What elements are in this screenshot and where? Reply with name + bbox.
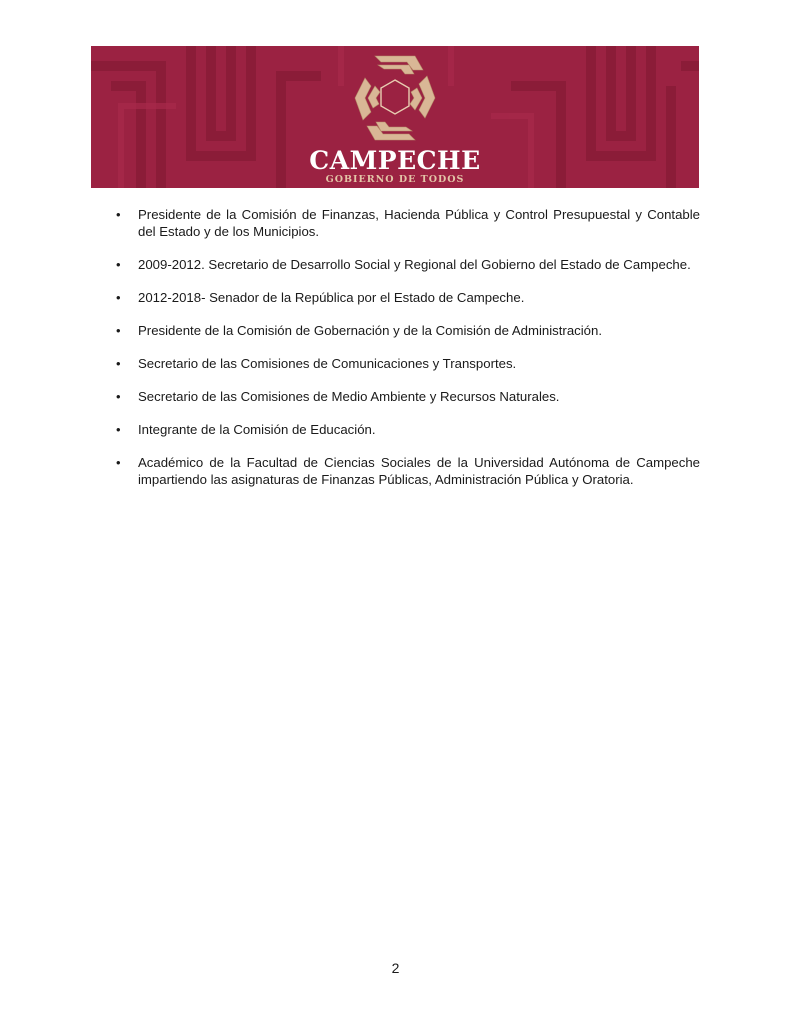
career-bullet-list [116,206,700,504]
list-item-text: 2009-2012. Secretario de Desarrollo Social y Regional del Gobierno del Estado de Campeche. [138,257,691,272]
list-item-text: Secretario de las Comisiones de Comunicaciones y Transportes. [138,356,517,371]
list-item-text: Secretario de las Comisiones de Medio Ambiente y Recursos Naturales. [138,389,560,404]
brand-subtitle: GOBIERNO DE TODOS [325,174,465,185]
bullet-dot-icon: • [116,389,121,404]
list-item [116,256,700,273]
list-item [116,355,700,372]
bullet-dot-icon: • [116,290,121,305]
list-item [116,454,700,488]
list-item-text: Académico de la Facultad de Ciencias Sociales de la Universidad Autónoma de Campeche impartiendo las asignaturas de Finanzas Públicas, Administración Pública y Oratoria. [138,455,700,487]
campeche-logo-icon [351,50,439,146]
bullet-dot-icon: • [116,455,121,470]
list-item [116,322,700,339]
bullet-dot-icon: • [116,257,121,272]
list-item [116,421,700,438]
header-banner [91,46,699,188]
list-item-text: Presidente de la Comisión de Finanzas, Hacienda Pública y Control Presupuestal y Contable del Estado y de los Municipios. [138,207,700,239]
bullet-dot-icon: • [116,356,121,371]
list-item-text: Integrante de la Comisión de Educación. [138,422,376,437]
list-item [116,206,700,240]
bullet-dot-icon: • [116,323,121,338]
list-item-text: Presidente de la Comisión de Gobernación y de la Comisión de Administración. [138,323,603,338]
page-number: 2 [391,960,400,976]
list-item [116,289,700,306]
bullet-dot-icon: • [116,207,121,222]
bullet-dot-icon: • [116,422,121,437]
list-item [116,388,700,405]
list-item-text: 2012-2018- Senador de la República por el Estado de Campeche. [138,290,525,305]
brand-title: CAMPECHE [309,146,481,175]
